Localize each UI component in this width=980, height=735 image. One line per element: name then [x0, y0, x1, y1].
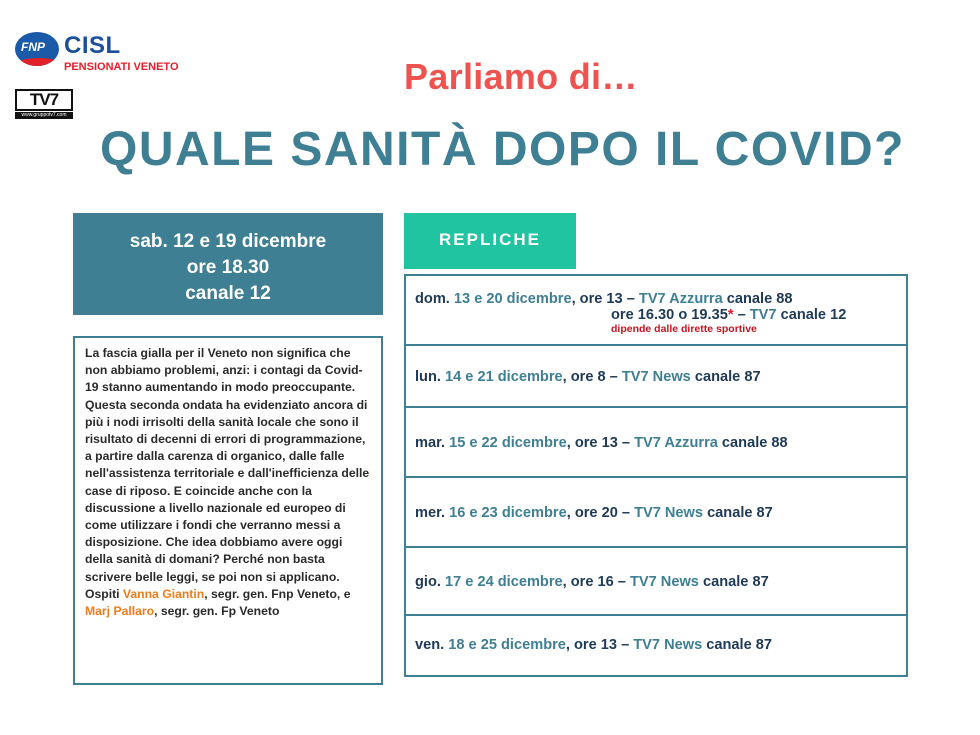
schedule-time: , ore 8 –: [562, 369, 622, 385]
cisl-logo: [12, 30, 212, 80]
schedule-canale: canale 87: [698, 574, 769, 590]
first-airing-dates: sab. 12 e 19 dicembre: [129, 231, 327, 252]
schedule-canale: canale 87: [690, 369, 761, 385]
schedule-time: , ore 13 –: [566, 435, 635, 451]
schedule-line: [415, 291, 906, 307]
schedule-day: mar.: [415, 435, 450, 451]
schedule-row-friday: [406, 616, 906, 675]
schedule-day: ven.: [415, 637, 449, 653]
cisl-logo-text: CISL: [64, 32, 121, 59]
schedule-dates: 15 e 22 dicembre: [449, 435, 567, 451]
schedule-row-sunday: [406, 276, 906, 346]
page-title: QUALE SANITÀ DOPO IL COVID?: [100, 123, 905, 176]
guest-name-1: Vanna Giantin: [122, 586, 205, 601]
schedule-extra-sep: –: [733, 307, 750, 323]
schedule-row-thursday: [406, 548, 906, 616]
schedule-dates: 14 e 21 dicembre: [445, 369, 563, 385]
cisl-logo-subtitle: PENSIONATI VENETO: [64, 61, 179, 73]
schedule-extra-canale: canale 12: [776, 307, 847, 323]
schedule-day: mer.: [415, 505, 450, 521]
schedule-dates: 18 e 25 dicembre: [448, 637, 566, 653]
schedule-channel: TV7 Azzurra: [638, 291, 723, 307]
tv7-logo-text: TV7: [15, 89, 73, 111]
schedule-time: , ore 13 –: [565, 637, 634, 653]
schedule-channel: TV7 News: [629, 574, 699, 590]
first-airing-channel: canale 12: [185, 283, 271, 304]
schedule-canale: canale 87: [703, 505, 773, 521]
first-airing-box: [73, 213, 383, 315]
schedule-channel: TV7 Azzurra: [634, 435, 718, 451]
tv7-logo-url: www.gruppotv7.com: [15, 112, 73, 119]
schedule-day: gio.: [415, 574, 445, 590]
schedule-dates: 16 e 23 dicembre: [449, 505, 567, 521]
guest-name-2: Marj Pallaro: [85, 604, 155, 619]
schedule-channel: TV7 News: [634, 505, 704, 521]
schedule-row-wednesday: [406, 478, 906, 548]
schedule-extra-line: [415, 307, 906, 323]
schedule-extra-star: *: [727, 307, 734, 323]
guest-role-1: , segr. gen. Fnp Veneto, e: [204, 586, 351, 601]
first-airing-time: ore 18.30: [186, 257, 270, 278]
schedule-channel: TV7 News: [621, 369, 691, 385]
schedule-row-monday: [406, 346, 906, 408]
fnp-logo-text: FNP: [21, 40, 45, 54]
repliche-label: REPLICHE: [404, 213, 576, 269]
schedule-canale: canale 88: [722, 291, 793, 307]
schedule-time: , ore 20 –: [566, 505, 635, 521]
repliche-schedule: [404, 274, 908, 677]
kicker-heading: Parliamo di…: [404, 56, 638, 97]
schedule-extra-channel: TV7: [749, 307, 777, 323]
description-text: La fascia gialla per il Veneto non significa che non abbiamo problemi, anzi: i contagi da Covid-19 stanno aumentando in modo preoccupante. Questa seconda ondata ha evidenziato ancora di più i nodi irrisolti della sanità locale che sono il risultato di decenni di errori di programmazione, a partire dalla carenza di organico, dalle falle nell'assistenza territoriale e dall'inefficienza delle case di riposo. E coincide anche con la discussione a livello nazionale ed europeo di come utilizzare i fondi che verranno messi a disposizione. Che idea dobbiamo avere oggi della sanità di domani? Perché non basta scrivere belle leggi, se poi non si applicano. Ospiti: [85, 346, 370, 601]
tv7-logo: [15, 89, 73, 119]
schedule-channel: TV7 News: [633, 637, 703, 653]
schedule-canale: canale 88: [717, 435, 788, 451]
schedule-time: , ore 16 –: [562, 574, 630, 590]
schedule-canale: canale 87: [702, 637, 772, 653]
schedule-row-tuesday: [406, 408, 906, 478]
fnp-logo-icon: [15, 32, 59, 66]
schedule-time: , ore 13 –: [571, 291, 639, 307]
schedule-extra-time: ore 16.30 o 19.35: [611, 307, 728, 323]
guest-role-2: , segr. gen. Fp Veneto: [154, 604, 280, 619]
schedule-day: dom.: [415, 291, 454, 307]
description-box: [73, 336, 383, 685]
schedule-day: lun.: [415, 369, 445, 385]
schedule-dates: 17 e 24 dicembre: [445, 574, 563, 590]
schedule-note: dipende dalle dirette sportive: [611, 323, 757, 335]
schedule-dates: 13 e 20 dicembre: [453, 291, 572, 307]
